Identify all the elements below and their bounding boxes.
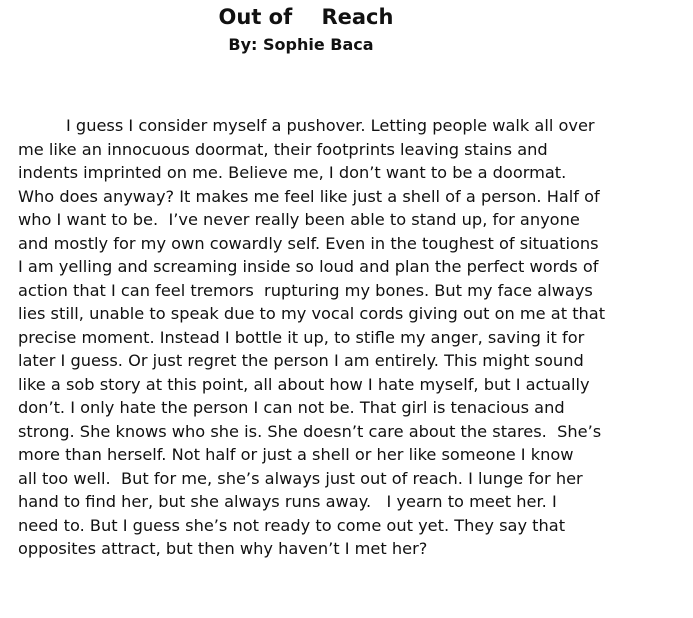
body-line: later I guess. Or just regret the person I am entirely. This might sound <box>18 351 584 370</box>
document-title: Out of Reach <box>218 5 394 29</box>
body-line: me like an innocuous doormat, their footprints leaving stains and <box>18 139 548 159</box>
body-line: more than herself. Not half or just a shell or her like someone I know <box>18 445 574 464</box>
document-byline: By: Sophie Baca <box>228 35 374 54</box>
body-line: action that I can feel tremors rupturing my bones. But my face always <box>18 280 593 300</box>
body-line: I guess I consider myself a pushover. Letting people walk all over <box>66 116 595 135</box>
body-line: opposites attract, but then why haven’t I met her? <box>18 539 428 558</box>
body-line: who I want to be. I’ve never really been able to stand up, for anyone <box>18 210 580 229</box>
body-line: Who does anyway? It makes me feel like just a shell of a person. Half of <box>18 186 600 206</box>
body-line: all too well. But for me, she’s always just out of reach. I lunge for her <box>18 468 583 488</box>
body-line: need to. But I guess she’s not ready to come out yet. They say that <box>18 515 566 535</box>
body-line: hand to find her, but she always runs away. I yearn to meet her. I <box>18 492 557 511</box>
body-line: don’t. I only hate the person I can not be. That girl is tenacious and <box>18 398 565 417</box>
body-line: I am yelling and screaming inside so loud and plan the perfect words of <box>18 257 599 276</box>
body-line: indents imprinted on me. Believe me, I don’t want to be a doormat. <box>18 163 567 182</box>
document-body <box>18 114 688 561</box>
body-line: lies still, unable to speak due to my vocal cords giving out on me at that <box>18 304 606 323</box>
body-line: precise moment. Instead I bottle it up, to stifle my anger, saving it for <box>18 327 585 347</box>
body-line: and mostly for my own cowardly self. Even in the toughest of situations <box>18 233 599 253</box>
body-line: like a sob story at this point, all about how I hate myself, but I actually <box>18 374 590 394</box>
body-line: strong. She knows who she is. She doesn’t care about the stares. She’s <box>18 421 602 441</box>
